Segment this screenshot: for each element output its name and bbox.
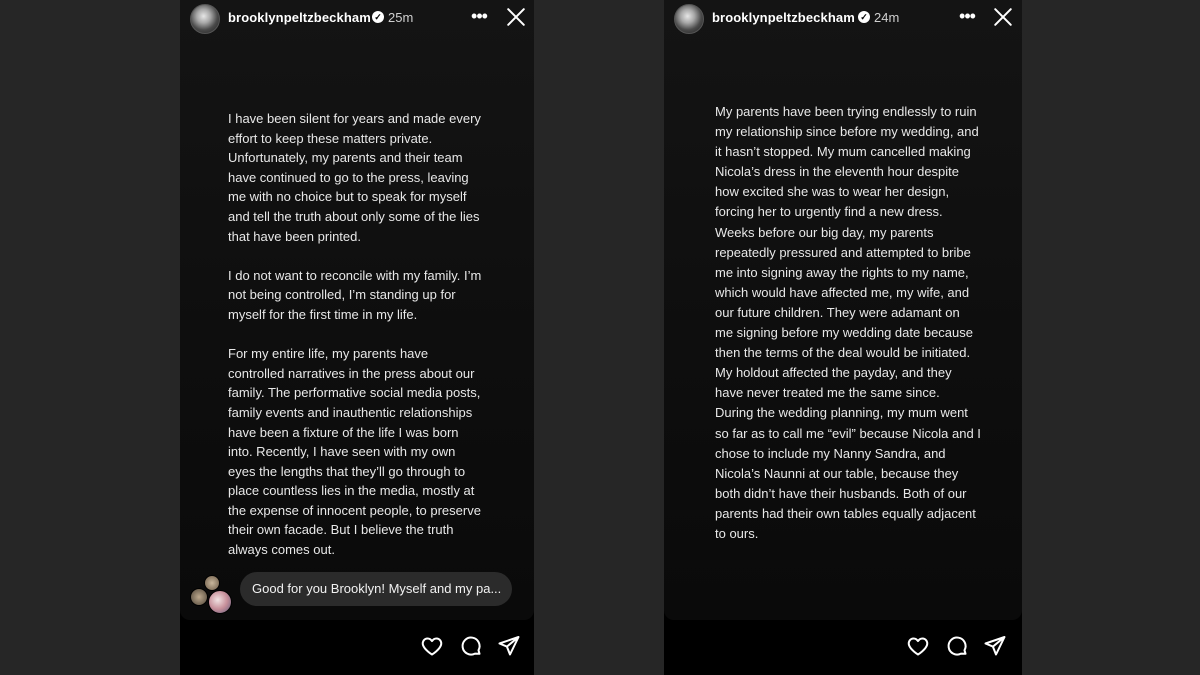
close-icon[interactable] — [505, 6, 527, 28]
replier-avatar — [208, 590, 232, 614]
story-panel-right[interactable] — [664, 0, 1022, 675]
story-paragraph: I have been silent for years and made every effort to keep these matters private. Unfortunately, my parents and their team have continued to go to the press, leaving me with no choice but to speak for myself and tell the truth about only some of the lies that have been printed. — [228, 111, 481, 244]
story-panel-left[interactable] — [180, 0, 534, 675]
replier-avatar — [190, 588, 208, 606]
story-paragraph: I do not want to reconcile with my family. I’m not being controlled, I’m standing up for myself for the first time in my life. — [228, 267, 482, 322]
username[interactable]: brooklynpeltzbeckham — [712, 10, 855, 25]
story-paragraph: For my entire life, my parents have controlled narratives in the press about our family. The performative social media posts, family events and inauthentic relationships have been a fixture of the life I was born into. Recently, I have seen with my own eyes the lengths that they’ll go through to place countless lies in the media, mostly at the expense of innocent people, to preserve their own facade. But I believe the truth always comes out. — [228, 346, 481, 558]
send-paper-plane-icon[interactable] — [983, 634, 1007, 658]
close-icon[interactable] — [992, 6, 1014, 28]
story-header — [664, 0, 1022, 36]
story-paragraph: My parents have been trying endlessly to ruin my relationship since before my wedding, and it hasn’t stopped. My mum cancelled making Nicola’s dress in the eleventh hour despite how excited she was to wear her design, forcing her to urgently find a new dress. Weeks before our big day, my parents repeatedly pressured and attempted to bribe me into signing away the rights to my name, which would have affected me, my wife, and our future children. They were adamant on me signing before my wedding date because then the terms of the deal would be initiated. My holdout affected the payday, and they have never treated me the same since. During the wedding planning, my mum went so far as to call me “evil” because Nicola and I chose to include my Nanny Sandra, and Nicola’s Naunni at our table, because they both didn’t have their husbands. Both of our parents had their own tables equally adjacent to ours. — [715, 104, 981, 541]
profile-avatar[interactable] — [674, 4, 704, 34]
username[interactable]: brooklynpeltzbeckham — [228, 10, 371, 25]
story-text — [228, 109, 486, 579]
more-options-icon[interactable]: ••• — [959, 6, 975, 26]
story-actions — [420, 634, 530, 662]
more-options-icon[interactable]: ••• — [471, 6, 487, 26]
replier-avatars — [188, 573, 236, 613]
comment-bubble-icon[interactable] — [945, 634, 969, 658]
story-header — [180, 0, 534, 36]
story-actions — [906, 634, 1016, 662]
comment-bubble-icon[interactable] — [459, 634, 483, 658]
heart-icon[interactable] — [906, 634, 930, 658]
post-time: 24m — [874, 10, 900, 25]
replier-avatar — [204, 575, 220, 591]
send-paper-plane-icon[interactable] — [497, 634, 521, 658]
profile-avatar[interactable] — [190, 4, 220, 34]
verified-badge-icon: ✓ — [372, 11, 384, 23]
reply-preview-row[interactable] — [188, 570, 528, 610]
verified-badge-icon: ✓ — [858, 11, 870, 23]
story-text — [715, 102, 981, 544]
post-time: 25m — [388, 10, 414, 25]
heart-icon[interactable] — [420, 634, 444, 658]
reply-bubble[interactable]: Good for you Brooklyn! Myself and my pa... — [240, 572, 512, 606]
